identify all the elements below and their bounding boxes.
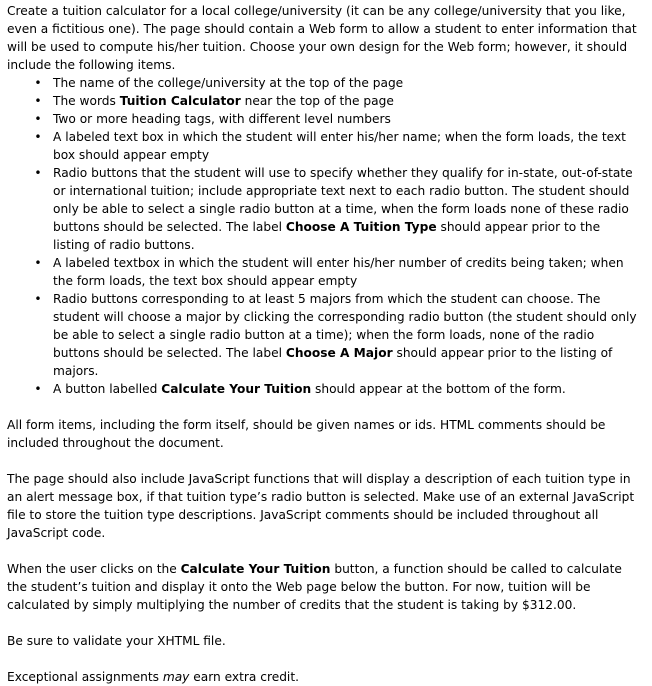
list-item: • Radio buttons that the student will use to specify whether they qualify for in-state, out-of-state or international tuition; include appropriate text next to each radio button. The student should only be able to select a single radio button at a time, when the form loads none of these radio buttons should be selected. The label Choose A Tuition Type should appear prior to the listing of radio buttons. [34,166,633,252]
names-paragraph: All form items, including the form itself, should be given names or ids. HTML comments should be included throughout the document. [7,418,606,450]
bullet-icon: • [34,166,42,180]
list-item: • A labeled textbox in which the student will enter his/her number of credits being taken; when the form loads, the text box should appear empty [34,256,624,288]
list-item: • Radio buttons corresponding to at least 5 majors from which the student can choose. The student will choose a major by clicking the corresponding radio button (the student should only be able to select a single radio button at a time); when the form loads, none of the radio buttons should be selected. The label Choose A Major should appear prior to the listing of majors. [34,292,637,378]
bullet-icon: • [34,112,42,126]
validate-paragraph: Be sure to validate your XHTML file. [7,634,226,648]
intro-paragraph: Create a tuition calculator for a local college/university (it can be any college/university that you like, even a fictitious one). The page should contain a Web form to allow a student to enter information that will be used to compute his/her tuition. Choose your own design for the Web form; however, it should include the following items. [7,4,637,72]
list-item: • A labeled text box in which the student will enter his/her name; when the form loads, the text box should appear empty [34,130,626,162]
bullet-icon: • [34,292,42,306]
bullet-icon: • [34,382,42,396]
bullet-icon: • [34,130,42,144]
list-item: • A button labelled Calculate Your Tuition should appear at the bottom of the form. [34,382,566,396]
list-item: • Two or more heading tags, with different level numbers [34,112,391,126]
requirements-list [7,74,644,398]
bullet-icon: • [34,76,42,90]
bullet-icon: • [34,256,42,270]
bullet-icon: • [34,94,42,108]
extra-credit-paragraph: Exceptional assignments may earn extra credit. [7,670,299,684]
calculate-paragraph: When the user clicks on the Calculate Your Tuition button, a function should be called to calculate the student’s tuition and display it onto the Web page below the button. For now, tuition will be calculated by simply multiplying the number of credits that the student is taking by $312.00. [7,562,622,612]
list-item: • The name of the college/university at the top of the page [34,76,404,90]
javascript-paragraph: The page should also include JavaScript functions that will display a description of each tuition type in an alert message box, if that tuition type’s radio button is selected. Make use of an external JavaScript file to store the tuition type descriptions. JavaScript comments should be included throughout all JavaScript code. [7,472,635,540]
list-item: • The words Tuition Calculator near the top of the page [34,94,394,108]
